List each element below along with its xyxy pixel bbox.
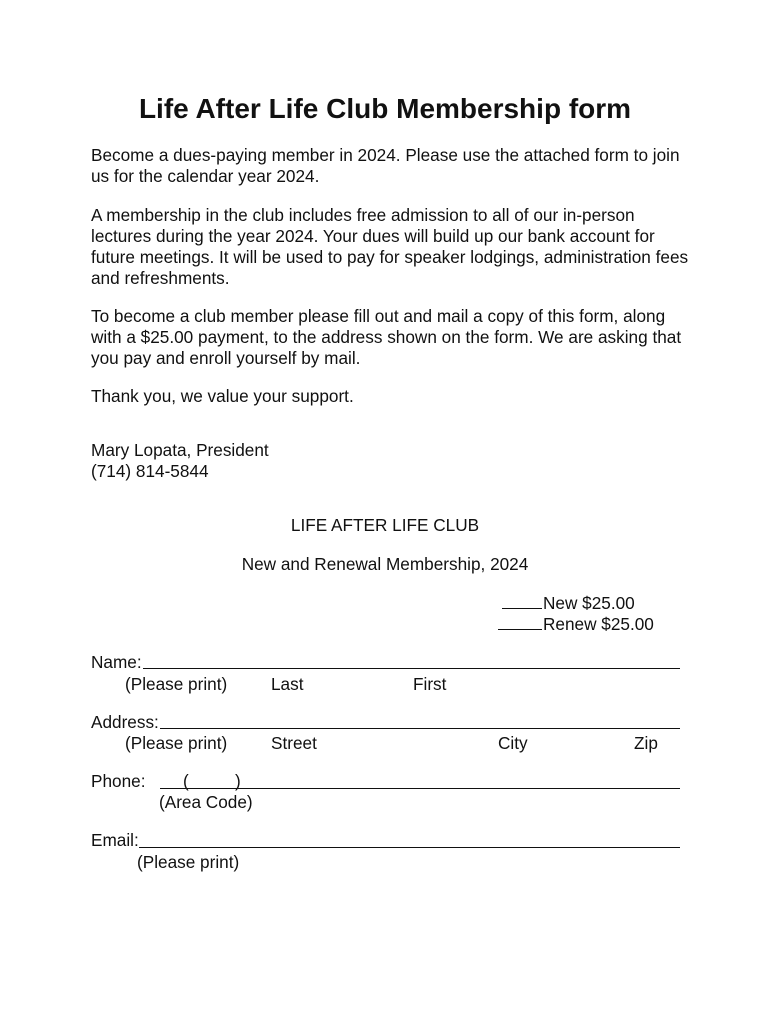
address-label: Address: (91, 712, 159, 732)
email-label: Email: (91, 830, 139, 850)
address-part-city: City (498, 733, 528, 753)
form-subtitle: New and Renewal Membership, 2024 (241, 554, 529, 574)
name-label: Name: (91, 652, 142, 672)
option-renew[interactable] (498, 614, 654, 635)
name-field[interactable] (143, 668, 680, 669)
name-hint: (Please print) (125, 674, 228, 694)
phone-paren-close: ) (235, 771, 241, 791)
name-part-first: First (413, 674, 447, 694)
phone-hint: (Area Code) (159, 792, 253, 812)
option-renew-blank[interactable] (498, 614, 542, 630)
intro-paragraph: Become a dues-paying member in 2024. Please use the attached form to join us for the calendar year 2024. (91, 145, 680, 186)
name-part-last: Last (271, 674, 304, 694)
signature-name: Mary Lopata, President (91, 440, 269, 460)
phone-paren-open: ( (183, 771, 189, 791)
form-club-name: LIFE AFTER LIFE CLUB (290, 515, 480, 535)
benefits-paragraph: A membership in the club includes free admission to all of our in-person lectures during the year 2024. Your dues will build up our bank account for future meetings. It will be used to pay for speaker lodgings, administration fees and refreshments. (91, 205, 689, 288)
option-new-label: New $25.00 (543, 593, 635, 613)
email-hint: (Please print) (137, 852, 240, 872)
signature-block (91, 440, 269, 482)
address-hint: (Please print) (125, 733, 228, 753)
option-renew-label: Renew $25.00 (543, 614, 654, 634)
option-new[interactable] (502, 593, 635, 614)
page-title: Life After Life Club Membership form (138, 93, 632, 124)
address-field[interactable] (160, 728, 680, 729)
thanks-paragraph: Thank you, we value your support. (91, 386, 354, 406)
phone-label: Phone: (91, 771, 146, 791)
option-new-blank[interactable] (502, 593, 542, 609)
signature-phone: (714) 814-5844 (91, 461, 209, 481)
instructions-paragraph: To become a club member please fill out and mail a copy of this form, along with a $25.00 payment, to the address shown on the form. We are asking that you pay and enroll yourself by mail. (91, 306, 682, 368)
address-part-street: Street (271, 733, 317, 753)
email-field[interactable] (139, 847, 680, 848)
address-part-zip: Zip (634, 733, 658, 753)
